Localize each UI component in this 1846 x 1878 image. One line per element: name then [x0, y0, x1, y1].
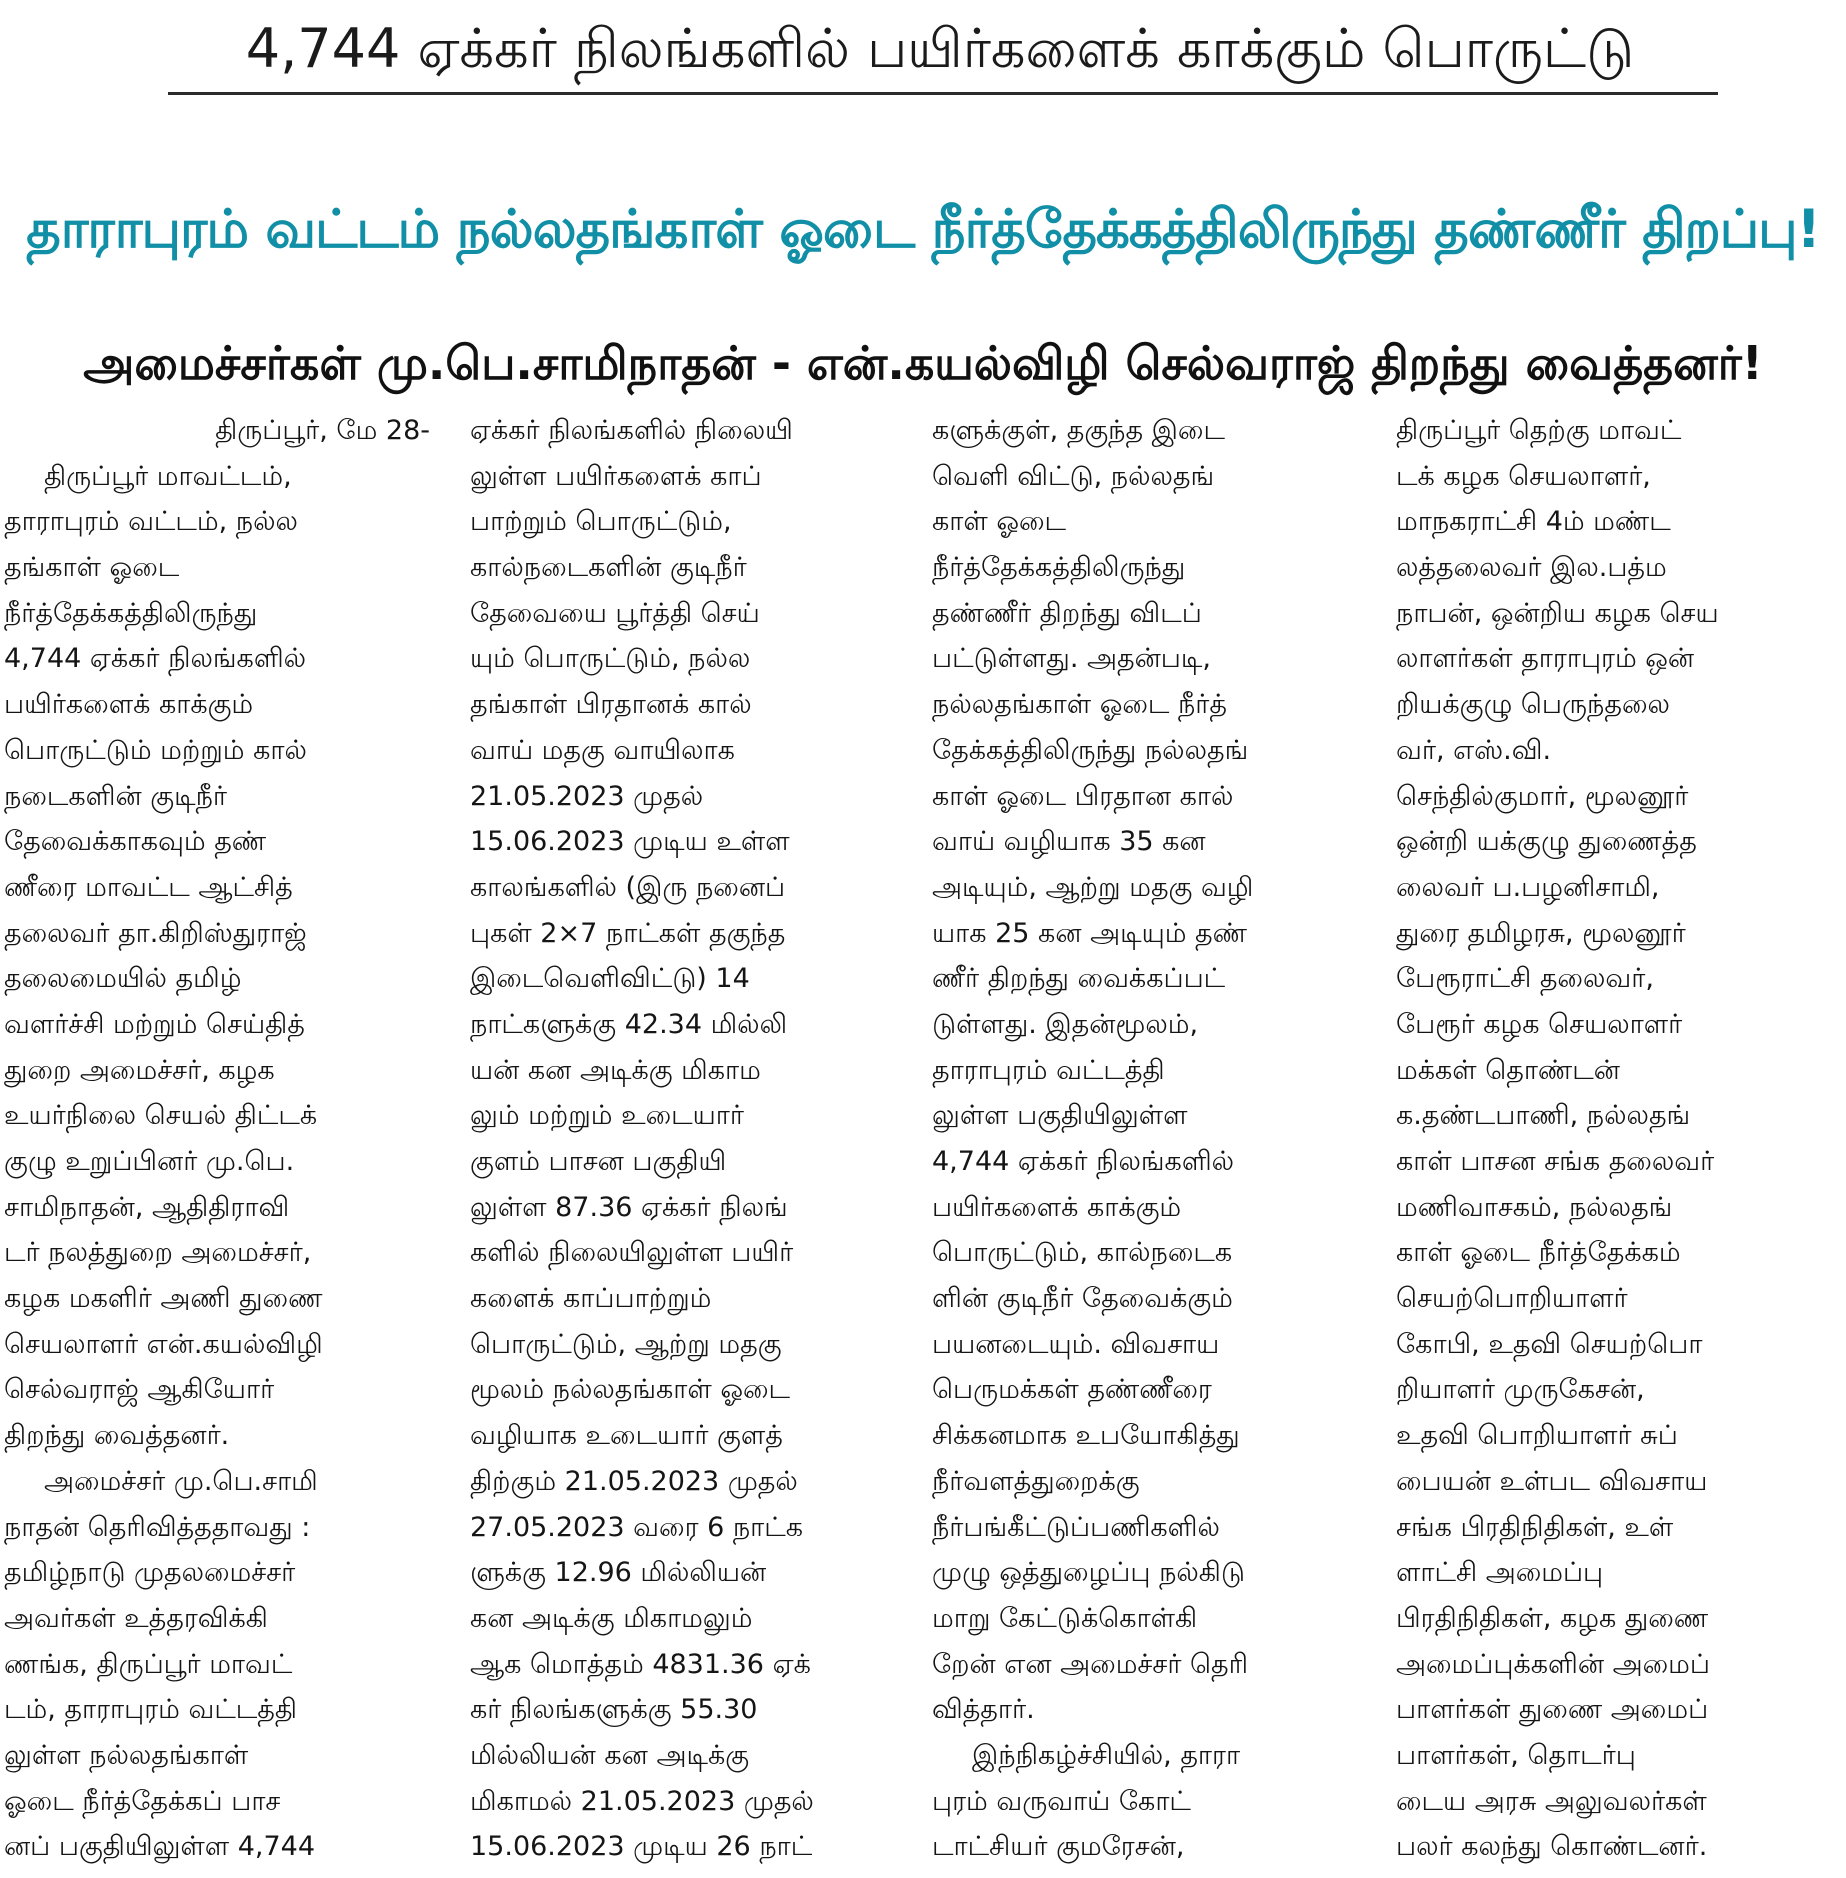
article-line: ஏக்கர் நிலங்களில் நிலையி — [470, 415, 793, 446]
article-line: செந்தில்குமார், மூலனூர் — [1396, 780, 1689, 812]
article-line: சங்க பிரதிநிதிகள், உள் — [1396, 1511, 1674, 1543]
article-line: காள் ஓடை நீர்த்தேக்கம் — [1396, 1237, 1681, 1269]
article-line: தலைமையில் தமிழ் — [4, 963, 242, 995]
article-line: கர் நிலங்களுக்கு 55.30 — [470, 1694, 758, 1726]
article-line: பாளர்கள் துணை அமைப் — [1396, 1694, 1709, 1726]
article-line: யாக 25 கன அடியும் தண் — [932, 917, 1247, 949]
article-line: இடைவெளிவிட்டு) 14 — [470, 963, 750, 995]
article-line: பயனடையும். விவசாய — [932, 1328, 1220, 1360]
article-line: 21.05.2023 முதல் — [470, 780, 704, 812]
article-line: சிக்கனமாக உபயோகித்து — [932, 1420, 1240, 1452]
article-line: னப் பகுதியிலுள்ள 4,744 — [4, 1831, 316, 1863]
article-line: யும் பொருட்டும், நல்ல — [470, 643, 751, 675]
article-line: லாளர்கள் தாராபுரம் ஒன் — [1396, 643, 1695, 675]
article-line: செயற்பொறியாளர் — [1396, 1283, 1628, 1315]
article-line: லுள்ள பயிர்களைக் காப் — [470, 460, 762, 492]
main-headline: தாராபுரம் வட்டம் நல்லதங்காள் ஓடை நீர்த்தேக்கத்திலிருந்து தண்ணீர் திறப்பு! — [26, 199, 1820, 260]
article-line: ணீரை மாவட்ட ஆட்சித் — [4, 871, 293, 903]
article-line: 15.06.2023 முடிய உள்ள — [470, 826, 790, 858]
article-line: திருப்பூர் தெற்கு மாவட் — [1396, 415, 1682, 446]
article-line: ஒன்றி யக்குழு துணைத்த — [1396, 826, 1697, 858]
article-line: லத்தலைவர் இல.பத்ம — [1396, 552, 1667, 584]
article-line: திருப்பூர், மே 28- — [215, 415, 430, 446]
kicker-headline: 4,744 ஏக்கர் நிலங்களில் பயிர்களைக் காக்கும் பொருட்டு — [245, 17, 1635, 80]
article-line: நல்லதங்காள் ஓடை நீர்த் — [932, 689, 1227, 721]
article-line: துரை தமிழரசு, மூலனூர் — [1396, 917, 1686, 949]
article-line: தங்காள் ஓடை — [4, 552, 180, 584]
article-line: வழியாக உடையார் குளத் — [470, 1420, 783, 1452]
article-column-1 — [4, 408, 440, 1874]
article-line: துறை அமைச்சர், கழக — [4, 1054, 275, 1086]
article-line: பையன் உள்பட விவசாய — [1396, 1465, 1708, 1497]
article-line: தலைவர் தா.கிறிஸ்துராஜ் — [4, 917, 307, 949]
article-line: தண்ணீர் திறந்து விடப் — [932, 597, 1202, 629]
article-line: டுள்ளது. இதன்மூலம், — [932, 1008, 1199, 1040]
article-line: பொருட்டும் மற்றும் கால் — [4, 734, 307, 766]
article-line: காள் பாசன சங்க தலைவர் — [1396, 1146, 1715, 1177]
article-line: திருப்பூர் மாவட்டம், — [44, 460, 292, 492]
article-line: மணிவாசகம், நல்லதங் — [1396, 1191, 1673, 1223]
article-line: மக்கள் தொண்டன் — [1396, 1054, 1620, 1086]
article-line: நடைகளின் குடிநீர் — [4, 780, 227, 812]
article-line: வர், எஸ்.வி. — [1396, 734, 1552, 766]
sub-headline: அமைச்சர்கள் மு.பெ.சாமிநாதன் - என்.கயல்விழி செல்வராஜ் திறந்து வைத்தனர்! — [83, 336, 1763, 390]
article-line: டாட்சியர் குமரேசன், — [932, 1831, 1185, 1863]
article-column-4 — [1396, 408, 1832, 1874]
article-line: கால்நடைகளின் குடிநீர் — [470, 552, 747, 584]
article-line: பாற்றும் பொருட்டும், — [470, 506, 732, 538]
article-line: வளர்ச்சி மற்றும் செய்தித் — [4, 1008, 305, 1040]
article-line: நீர்வளத்துறைக்கு — [932, 1465, 1140, 1497]
article-line: பிரதிநிதிகள், கழக துணை — [1396, 1602, 1709, 1634]
article-line: நாபன், ஒன்றிய கழக செய — [1396, 597, 1719, 629]
article-line: பலர் கலந்து கொண்டனர். — [1396, 1831, 1708, 1863]
article-line: பாளர்கள், தொடர்பு — [1396, 1739, 1636, 1771]
article-line: நாதன் தெரிவித்ததாவது : — [4, 1511, 311, 1543]
article-line: கோபி, உதவி செயற்பொ — [1396, 1328, 1703, 1360]
article-line: திற்கும் 21.05.2023 முதல் — [470, 1465, 798, 1497]
article-line: களைக் காப்பாற்றும் — [470, 1283, 712, 1315]
article-line: கன அடிக்கு மிகாமலும் — [470, 1602, 753, 1634]
article-line: 4,744 ஏக்கர் நிலங்களில் — [932, 1146, 1235, 1177]
article-line: பயிர்களைக் காக்கும் — [4, 689, 254, 721]
article-line: உதவி பொறியாளர் சுப் — [1396, 1420, 1678, 1452]
article-line: களுக்குள், தகுந்த இடை — [932, 415, 1225, 446]
article-line: றேன் என அமைச்சர் தெரி — [932, 1648, 1249, 1680]
article-line: செல்வராஜ் ஆகியோர் — [4, 1374, 275, 1406]
article-line: ளின் குடிநீர் தேவைக்கும் — [932, 1283, 1233, 1315]
article-column-3 — [932, 408, 1368, 1874]
article-line: மில்லியன் கன அடிக்கு — [470, 1739, 750, 1771]
article-line: இந்நிகழ்ச்சியில், தாரா — [972, 1739, 1241, 1771]
article-line: றியாளர் முருகேசன், — [1396, 1374, 1645, 1406]
kicker-divider — [168, 92, 1718, 95]
article-line: வித்தார். — [932, 1694, 1035, 1726]
article-line: தாராபுரம் வட்டம், நல்ல — [4, 506, 298, 538]
article-line: புகள் 2×7 நாட்கள் தகுந்த — [470, 917, 786, 949]
article-line: குளம் பாசன பகுதியி — [470, 1146, 727, 1177]
article-line: மாநகராட்சி 4ம் மண்ட — [1396, 506, 1671, 538]
article-line: நீர்த்தேக்கத்திலிருந்து — [932, 552, 1186, 584]
article-line: குழு உறுப்பினர் மு.பெ. — [4, 1146, 295, 1177]
article-line: பெருமக்கள் தண்ணீரை — [932, 1374, 1212, 1406]
article-line: லுள்ள நல்லதங்காள் — [4, 1739, 249, 1771]
article-line: ளுக்கு 12.96 மில்லியன் — [470, 1557, 767, 1589]
article-line: புரம் வருவாய் கோட் — [932, 1785, 1191, 1817]
article-line: வெளி விட்டு, நல்லதங் — [932, 460, 1215, 492]
article-line: தங்காள் பிரதானக் கால் — [470, 689, 752, 721]
article-line: 4,744 ஏக்கர் நிலங்களில் — [4, 643, 307, 675]
article-line: காலங்களில் (இரு நனைப் — [470, 871, 786, 903]
article-line: 15.06.2023 முடிய 26 நாட் — [470, 1831, 813, 1863]
article-line: டர் நலத்துறை அமைச்சர், — [4, 1237, 312, 1269]
article-line: நீர்த்தேக்கத்திலிருந்து — [4, 597, 258, 629]
article-line: பயிர்களைக் காக்கும் — [932, 1191, 1182, 1223]
article-line: மூலம் நல்லதங்காள் ஓடை — [470, 1374, 791, 1406]
article-line: செயலாளர் என்.கயல்விழி — [4, 1328, 323, 1360]
article-line: திறந்து வைத்தனர். — [4, 1420, 230, 1452]
article-line: ணீர் திறந்து வைக்கப்பட் — [932, 963, 1226, 995]
article-line: டைய அரசு அலுவலர்கள் — [1396, 1785, 1707, 1817]
article-line: பேரூராட்சி தலைவர், — [1396, 963, 1654, 995]
article-line: தேவைக்காகவும் தண் — [4, 826, 267, 858]
article-line: ணங்க, திருப்பூர் மாவட் — [4, 1648, 293, 1680]
article-line: மிகாமல் 21.05.2023 முதல் — [470, 1785, 814, 1817]
article-line: மாறு கேட்டுக்கொள்கி — [932, 1602, 1198, 1634]
article-line: பொருட்டும், கால்நடைக — [932, 1237, 1233, 1269]
article-line: க.தண்டபாணி, நல்லதங் — [1396, 1100, 1691, 1132]
article-line: நாட்களுக்கு 42.34 மில்லி — [470, 1008, 788, 1040]
article-line: ளாட்சி அமைப்பு — [1396, 1557, 1604, 1589]
article-line: தமிழ்நாடு முதலமைச்சர் — [4, 1557, 296, 1589]
article-line: முழு ஒத்துழைப்பு நல்கிடு — [932, 1557, 1246, 1589]
article-line: வாய் மதகு வாயிலாக — [470, 734, 735, 766]
article-line: அடியும், ஆற்று மதகு வழி — [932, 871, 1254, 903]
article-line: ஓடை நீர்த்தேக்கப் பாச — [4, 1785, 281, 1817]
article-line: அவர்கள் உத்தரவிக்கி — [4, 1602, 268, 1634]
article-line: லும் மற்றும் உடையார் — [470, 1100, 745, 1132]
article-line: தேக்கத்திலிருந்து நல்லதங் — [932, 734, 1249, 766]
article-line: 27.05.2023 வரை 6 நாட்க — [470, 1511, 804, 1543]
article-line: அமைச்சர் மு.பெ.சாமி — [44, 1465, 318, 1497]
article-line: காள் ஓடை — [932, 506, 1067, 538]
article-line: களில் நிலையிலுள்ள பயிர் — [470, 1237, 794, 1269]
article-line: யன் கன அடிக்கு மிகாம — [470, 1054, 761, 1086]
article-line: லைவர் ப.பழனிசாமி, — [1396, 871, 1660, 903]
article-line: பேரூர் கழக செயலாளர் — [1396, 1008, 1683, 1040]
article-body — [4, 408, 1842, 1874]
article-line: கழக மகளிர் அணி துணை — [4, 1283, 323, 1315]
article-line: தேவையை பூர்த்தி செய் — [470, 597, 760, 629]
article-line: உயர்நிலை செயல் திட்டக் — [4, 1100, 318, 1132]
article-line: சாமிநாதன், ஆதிதிராவி — [4, 1191, 290, 1223]
article-line: டம், தாராபுரம் வட்டத்தி — [4, 1694, 298, 1726]
article-line: லுள்ள 87.36 ஏக்கர் நிலங் — [470, 1191, 788, 1223]
article-line: பொருட்டும், ஆற்று மதகு — [470, 1328, 782, 1360]
article-line: லுள்ள பகுதியிலுள்ள — [932, 1100, 1188, 1132]
article-line: ஆக மொத்தம் 4831.36 ஏக் — [470, 1648, 811, 1680]
article-column-2 — [470, 408, 906, 1874]
article-line: பட்டுள்ளது. அதன்படி, — [932, 643, 1211, 675]
article-line: காள் ஓடை பிரதான கால் — [932, 780, 1234, 812]
article-line: அமைப்புக்களின் அமைப் — [1396, 1648, 1710, 1680]
article-line: டக் கழக செயலாளர், — [1396, 460, 1651, 492]
article-line: நீர்பங்கீட்டுப்பணிகளில் — [932, 1511, 1220, 1543]
article-line: வாய் வழியாக 35 கன — [932, 826, 1206, 858]
article-line: தாராபுரம் வட்டத்தி — [932, 1054, 1165, 1086]
article-line: றியக்குழு பெருந்தலை — [1396, 689, 1670, 721]
